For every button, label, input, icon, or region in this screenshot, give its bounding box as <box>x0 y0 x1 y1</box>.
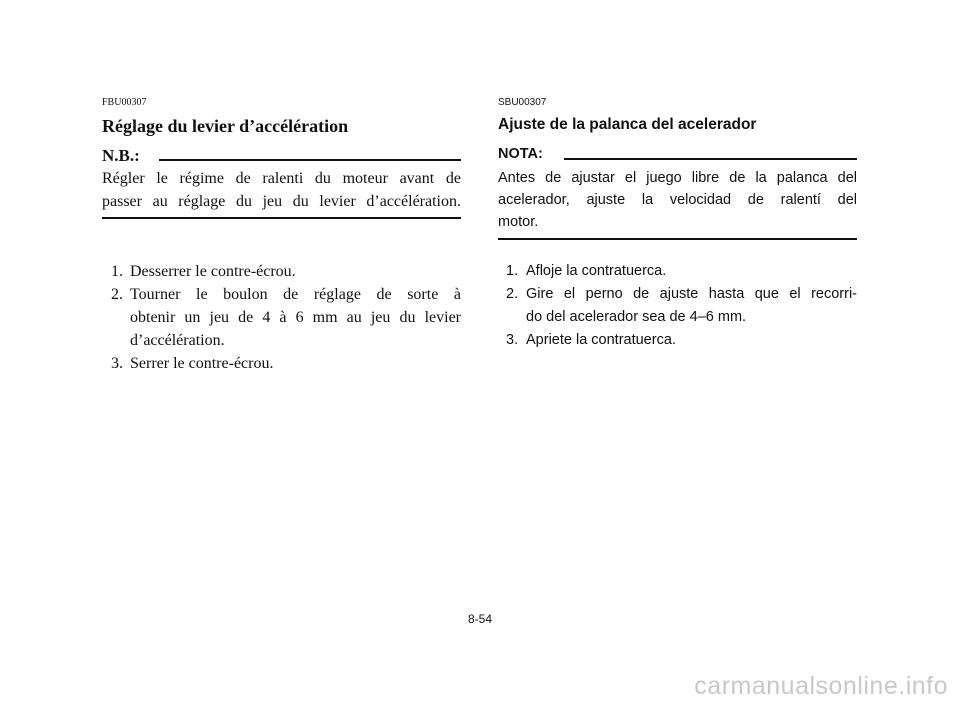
note-label: N.B.: <box>102 146 140 165</box>
step-text: Apriete la contratuerca. <box>526 332 676 348</box>
step-text: obtenir un jeu de 4 à 6 mm au jeu du levier <box>130 309 461 326</box>
step-text: Afloje la contratuerca. <box>526 263 667 279</box>
step-item <box>498 260 857 283</box>
step-text: Gire el perno de ajuste hasta que el recorri- <box>526 286 857 302</box>
note-line: Antes de ajustar el juego libre de la palanca del <box>498 170 857 186</box>
step-number: 1. <box>111 263 123 280</box>
step-list <box>498 260 857 352</box>
section-code: SBU00307 <box>498 97 547 108</box>
step-text: Tourner le boulon de réglage de sorte à <box>130 286 461 303</box>
step-item <box>102 260 461 283</box>
note-end-rule <box>102 217 461 219</box>
note-header <box>102 146 461 166</box>
note-text <box>498 167 857 233</box>
note-line: motor. <box>498 214 539 230</box>
note-header-rule <box>564 158 857 160</box>
note-line: acelerador, ajuste la velocidad de ralentí del <box>498 192 857 208</box>
step-item <box>498 329 857 352</box>
section-code: FBU00307 <box>102 97 147 108</box>
note-header-rule <box>159 159 461 161</box>
step-text: Desserrer le contre-écrou. <box>130 263 296 280</box>
note-header <box>498 146 857 166</box>
step-list <box>102 260 461 375</box>
note-text <box>102 167 461 213</box>
note-line: Régler le régime de ralenti du moteur avant de <box>102 170 461 187</box>
step-number: 3. <box>506 332 519 348</box>
note-label: NOTA: <box>498 146 543 162</box>
section-title: Réglage du levier d’accélération <box>102 116 349 136</box>
step-text: d’accélération. <box>130 332 225 349</box>
step-item <box>102 283 461 352</box>
section-title: Ajuste de la palanca del acelerador <box>498 116 757 133</box>
step-text: Serrer le contre-écrou. <box>130 355 274 372</box>
step-text: do del acelerador sea de 4–6 mm. <box>526 309 747 325</box>
step-number: 2. <box>111 286 123 303</box>
step-item <box>102 352 461 375</box>
step-item <box>498 283 857 329</box>
note-line: passer au réglage du jeu du levier d’accélération. <box>102 193 461 210</box>
step-number: 1. <box>506 263 519 279</box>
note-end-rule <box>498 238 857 240</box>
step-number: 2. <box>506 286 519 302</box>
watermark: carmanualsonline.info <box>694 672 948 700</box>
step-number: 3. <box>111 355 123 372</box>
page-number: 8-54 <box>467 612 493 626</box>
